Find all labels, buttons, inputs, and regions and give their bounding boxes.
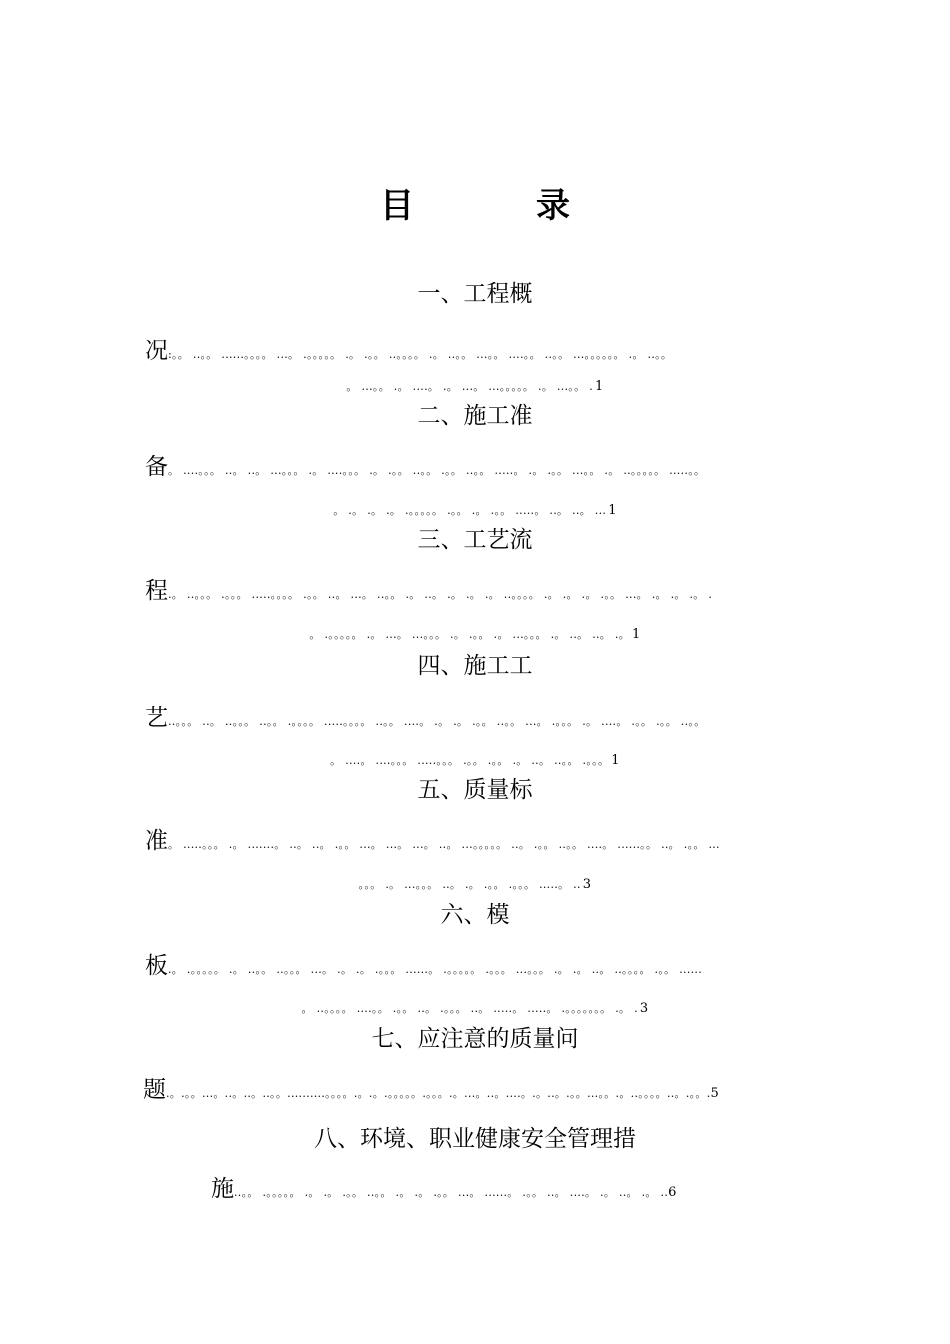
toc-leader-dots: 。 .。 .。 .。 .。。。。。 .。。 .。 .。。 .....。 ..。 ..。 ... (333, 504, 607, 517)
toc-entry-continuation (0, 751, 950, 771)
toc-leader-dots: ..。。 .。。。。。 .。 .。 .。。 ..。。 .。 .。 .。。 ...。 ......。 .。。 ..。 ....。 .。 ..。 .。 .. (234, 1186, 669, 1199)
toc-entry-first-char: 备 (145, 454, 168, 480)
toc-entry-first-char: 程 (145, 578, 168, 604)
toc-page-number: 1 (611, 753, 620, 768)
toc-entry-line[interactable] (145, 703, 805, 737)
toc-entry-first-char: 准 (145, 828, 168, 854)
toc-entry-first-char: 题 (143, 1077, 166, 1103)
toc-heading: 四、施工工 (417, 653, 533, 679)
toc-entry-line[interactable] (143, 1075, 808, 1109)
toc-page-number: 6 (668, 1185, 677, 1200)
toc-title: 目 录 (380, 186, 614, 226)
toc-heading: 二、施工准 (417, 403, 533, 429)
toc-leader-dots: 。 .。。。。。 .。 ...。 ...。。。 .。 .。。 .。 ...。。。 .。 ..。 ..。 .。 (309, 628, 630, 641)
toc-page-number: 3 (582, 877, 592, 892)
toc-page-number: 5 (710, 1086, 719, 1101)
toc-entry-line[interactable] (145, 452, 805, 486)
toc-page-number: 1 (595, 379, 604, 394)
toc-heading: 八、环境、职业健康安全管理措 (314, 1126, 636, 1152)
toc-entry-continuation (0, 875, 950, 895)
toc-leader-dots: ..。。。 ..。 ..。。。 ..。。 .。。。。 .....。。。。 ..。。 ....。 .。 .。 .。。 ..。。 ...。 .。。。 .。 ....。 .。。 .。。 ..。。 (168, 715, 706, 728)
toc-leader-dots: 。 ..。。。。 ....。。 .。。 ..。 .。。。 ..。 .....。 .....。 .。。。。。。。 .。 . (301, 1002, 638, 1015)
toc-entry-line[interactable] (145, 336, 805, 370)
toc-heading: 三、工艺流 (417, 527, 533, 553)
toc-entry-first-char: 况 (145, 338, 168, 364)
toc-entry-line[interactable] (211, 1174, 771, 1208)
toc-leader-dots: 。 .....。。。 .。 .......。 ..。 ..。 .。。 ...。 ...。 ...。 ..。 ...。。。。。 ..。 .。。 ..。。 ....。 ......。。 ..。 .。。 ... (168, 838, 720, 851)
toc-entry-line[interactable] (145, 826, 805, 860)
toc-entry-line[interactable] (145, 576, 805, 610)
toc-entry-first-char: 板 (145, 953, 168, 979)
toc-leader-dots: :。。 ..。。 ......。。。。 ...。 .。。。。。 .。 .。。 ..。。。。 .。 ..。。 ...。。 ....。。 ..。。 ...。。。。。。 .。 ..。。 (168, 348, 673, 361)
toc-page-number: 1 (632, 627, 641, 642)
toc-entry-first-char: 艺 (145, 705, 168, 731)
toc-leader-dots: 。 ....。。。 ..。 ..。 ...。。。 .。 ....。。。 .。 .。。 ..。。 .。。 ..。。 .....。 .。 .。。 ...。。 .。 ..。。。。。 .....。。 (168, 464, 706, 477)
toc-leader-dots: 。 ....。 ....。。。 .....。。。 .。。 .。。 .。 ..。 ..。。 .。。。 (330, 754, 610, 767)
toc-entry-continuation (0, 999, 950, 1019)
toc-leader-dots: .。 .。。。。。 .。 ..。。 ..。。。 ...。 .。 .。 .。。。 ......。 .。。。。。 .。。。 ...。。。 .。 .。 ..。 ..。。。。 .。。 ...... (168, 963, 703, 976)
toc-entry-continuation (0, 501, 950, 521)
toc-heading: 七、应注意的质量问 (371, 1026, 579, 1052)
toc-leader-dots: 。 ...。。 .。 ....。 .。 ...。 ...。。。。。 .。 ...。。 . (346, 380, 594, 393)
toc-page-number: 1 (608, 503, 617, 518)
toc-heading: 一、工程概 (417, 281, 533, 307)
toc-entry-continuation (0, 377, 950, 397)
toc-heading: 五、质量标 (417, 777, 533, 803)
toc-entry-continuation (0, 625, 950, 645)
toc-page-number: 3 (639, 1001, 649, 1016)
toc-leader-dots: 。。。 .。 ...。。。 ..。 .。 .。。 .。。。 .....。 .. (358, 878, 581, 891)
toc-entry-first-char: 施 (211, 1176, 234, 1202)
toc-leader-dots: .。 ..。。。 .。。。 .....。。。。 .。。 ..。 ...。 ..。。 .。 ..。 .。 .。 .。 ..。。。。 .。 .。 .。 .。。 ...。 .。 .。 .。 . (168, 588, 713, 601)
toc-entry-line[interactable] (145, 951, 805, 985)
toc-heading: 六、模 (440, 902, 510, 928)
toc-leader-dots: .。.。。...。..。..。..。。..........。。。。.。.。.。。。。。.。。。.。...。..。....。.。..。.。。...。。.。..。。。。..。.。。. (166, 1087, 711, 1100)
